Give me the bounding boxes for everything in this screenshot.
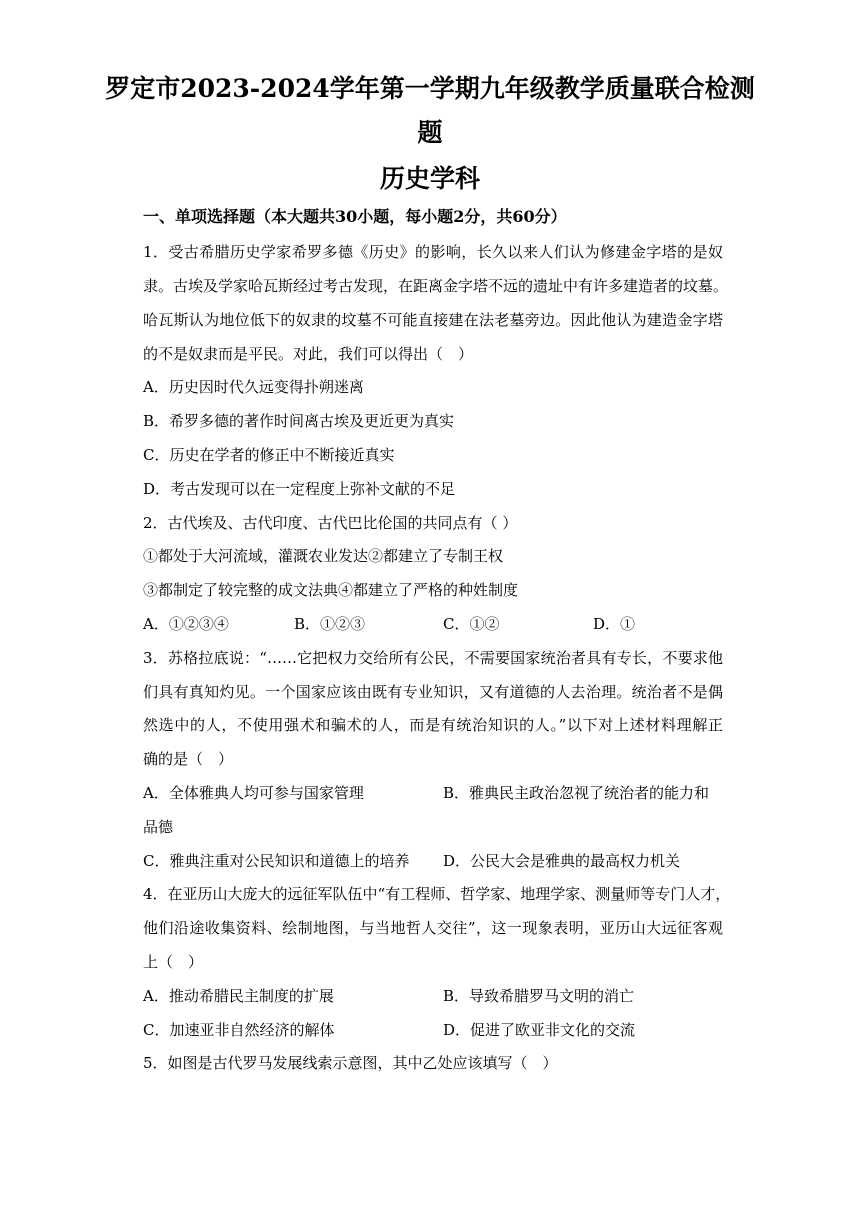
q1-line: 隶。古埃及学家哈瓦斯经过考古发现，在距离金字塔不远的遗址中有许多建造者的坟墓。 [143,277,729,295]
q4-line: 上（ ） [143,953,204,971]
q2-option-d: D．① [593,615,636,633]
q2-option-b: B．①②③ [294,615,366,633]
exam-title-line-1: 罗定市2023-2024学年第一学期九年级教学质量联合检测 [105,74,755,103]
q3-option-b: B．雅典民主政治忽视了统治者的能力和 [443,784,710,802]
q4-line: 他们沿途收集资料、绘制地图，与当地哲人交往”，这一现象表明，亚历山大远征客观 [143,919,723,937]
q3-option-a: A．全体雅典人均可参与国家管理 [143,784,364,802]
q4-line: 4．在亚历山大庞大的远征军队伍中“有工程师、哲学家、地理学家、测量师等专门人才， [143,885,731,903]
q1-line: 1．受古希腊历史学家希罗多德《历史》的影响，长久以来人们认为修建金字塔的是奴 [143,243,723,261]
q2-option-a: A．①②③④ [143,615,229,633]
q2-line: ①都处于大河流域，灌溉农业发达②都建立了专制王权 [143,547,504,565]
q1-line: 的不是奴隶而是平民。对此，我们可以得出（ ） [143,345,474,363]
q1-option-a: A．历史因时代久远变得扑朔迷离 [143,378,364,396]
q1-option-c: C．历史在学者的修正中不断接近真实 [143,446,395,464]
q1-option-b: B．希罗多德的著作时间离古埃及更近更为真实 [143,412,455,430]
q4-option-d: D．促进了欧亚非文化的交流 [443,1021,636,1039]
q4-option-b: B．导致希腊罗马文明的消亡 [443,987,635,1005]
q3-option-c: C．雅典注重对公民知识和道德上的培养 [143,852,410,870]
q3-line: 3．苏格拉底说：“……它把权力交给所有公民，不需要国家统治者具有专长，不要求他 [143,649,723,667]
q3-line: 们具有真知灼见。一个国家应该由既有专业知识，又有道德的人去治理。统治者不是偶 [143,683,723,701]
exam-title-line-2: 题 [417,118,443,147]
section-heading: 一、单项选择题（本大题共30小题，每小题2分，共60分） [143,207,567,226]
q4-option-c: C．加速亚非自然经济的解体 [143,1021,335,1039]
q3-option-d: D．公民大会是雅典的最高权力机关 [443,852,681,870]
q3-option-b-continued: 品德 [143,818,174,836]
q2-line: 2．古代埃及、古代印度、古代巴比伦国的共同点有（ ） [143,514,518,532]
q1-option-d: D．考古发现可以在一定程度上弥补文献的不足 [143,480,456,498]
subject-title: 历史学科 [379,164,480,193]
q1-line: 哈瓦斯认为地位低下的奴隶的坟墓不可能直接建在法老墓旁边。因此他认为建造金字塔 [143,311,723,329]
q5-line: 5．如图是古代罗马发展线索示意图，其中乙处应该填写（ ） [143,1054,558,1072]
q3-line: 确的是（ ） [143,750,234,768]
q4-option-a: A．推动希腊民主制度的扩展 [143,987,334,1005]
q2-line: ③都制定了较完整的成文法典④都建立了严格的种姓制度 [143,581,519,599]
q2-option-c: C．①② [443,615,500,633]
q3-line: 然选中的人，不使用强术和骗术的人，而是有统治知识的人。”以下对上述材料理解正 [143,716,723,734]
